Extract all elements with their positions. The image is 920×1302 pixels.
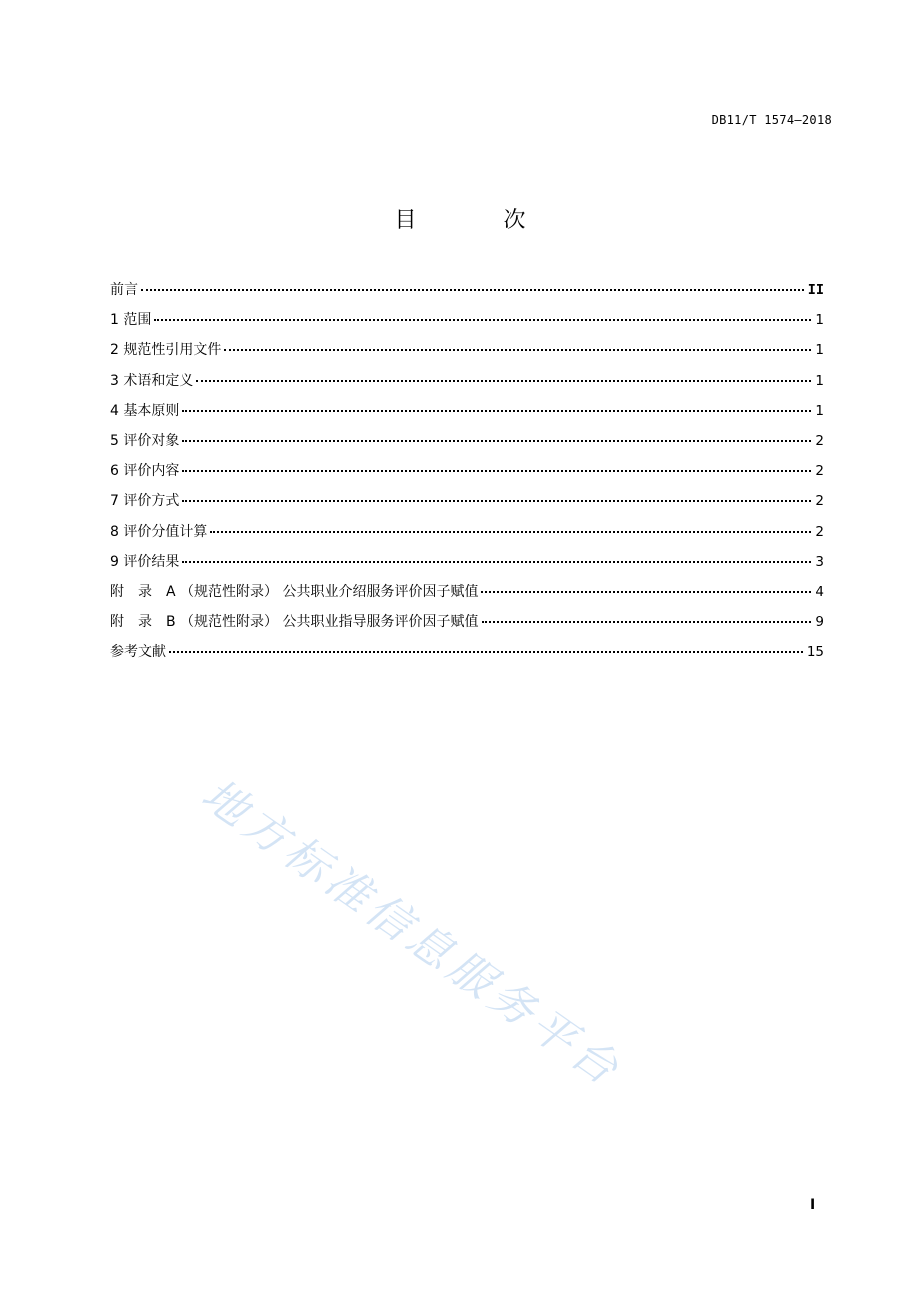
toc-entry-label: 5 评价对象 — [110, 432, 180, 449]
toc-entry-label: 附 录 A （规范性附录） 公共职业介绍服务评价因子赋值 — [110, 583, 479, 600]
toc-leader-dots — [210, 531, 811, 533]
document-code: DB11/T 1574—2018 — [711, 113, 832, 127]
toc-entry[interactable] — [110, 430, 824, 460]
toc-entry[interactable] — [110, 279, 824, 309]
toc-entry[interactable] — [110, 581, 824, 611]
toc-leader-dots — [182, 561, 811, 563]
toc-entry-page: 4 — [815, 583, 824, 600]
toc-entry[interactable] — [110, 460, 824, 490]
toc-entry-page: 2 — [815, 493, 824, 510]
toc-entry-label: 1 范围 — [110, 312, 152, 329]
toc-entry-page: 15 — [806, 644, 824, 661]
toc-entry-page: 3 — [815, 553, 824, 570]
toc-entry[interactable] — [110, 611, 824, 641]
toc-entry-label: 3 术语和定义 — [110, 372, 194, 389]
toc-entry-page: 2 — [815, 432, 824, 449]
toc-entry[interactable] — [110, 551, 824, 581]
toc-leader-dots — [481, 591, 811, 593]
toc-entry-label: 4 基本原则 — [110, 402, 180, 419]
toc-leader-dots — [482, 621, 812, 623]
toc-leader-dots — [224, 349, 811, 351]
toc-entry-page: 2 — [815, 463, 824, 480]
toc-entry-label: 9 评价结果 — [110, 553, 180, 570]
toc-entry-page: 9 — [815, 614, 824, 631]
toc-entry[interactable] — [110, 521, 824, 551]
toc-leader-dots — [141, 289, 804, 291]
toc-leader-dots — [182, 500, 811, 502]
toc-entry-label: 8 评价分值计算 — [110, 523, 208, 540]
toc-leader-dots — [196, 380, 811, 382]
toc-leader-dots — [154, 319, 811, 321]
table-of-contents — [110, 279, 824, 671]
toc-entry-page: 1 — [815, 402, 824, 419]
toc-leader-dots — [182, 470, 811, 472]
toc-entry[interactable] — [110, 641, 824, 671]
toc-entry-page: 1 — [815, 372, 824, 389]
toc-entry-page: 1 — [815, 312, 824, 329]
toc-entry-label: 2 规范性引用文件 — [110, 342, 222, 359]
toc-entry-label: 前言 — [110, 282, 138, 298]
toc-entry[interactable] — [110, 309, 824, 339]
toc-entry-label: 7 评价方式 — [110, 493, 180, 510]
toc-entry-page: 2 — [815, 523, 824, 540]
page-title: 目 次 — [394, 208, 566, 233]
toc-leader-dots — [182, 440, 811, 442]
toc-entry-label: 6 评价内容 — [110, 463, 180, 480]
toc-entry-page: II — [807, 282, 824, 298]
toc-entry[interactable] — [110, 490, 824, 520]
toc-leader-dots — [182, 410, 811, 412]
page-number: I — [810, 1197, 816, 1213]
toc-entry-label: 参考文献 — [110, 644, 166, 661]
toc-leader-dots — [169, 651, 803, 653]
toc-entry-page: 1 — [815, 342, 824, 359]
toc-entry-label: 附 录 B （规范性附录） 公共职业指导服务评价因子赋值 — [110, 614, 479, 631]
toc-entry[interactable] — [110, 370, 824, 400]
watermark: 地方标准信息服务平台 — [192, 769, 632, 1098]
toc-entry[interactable] — [110, 339, 824, 369]
toc-entry[interactable] — [110, 400, 824, 430]
